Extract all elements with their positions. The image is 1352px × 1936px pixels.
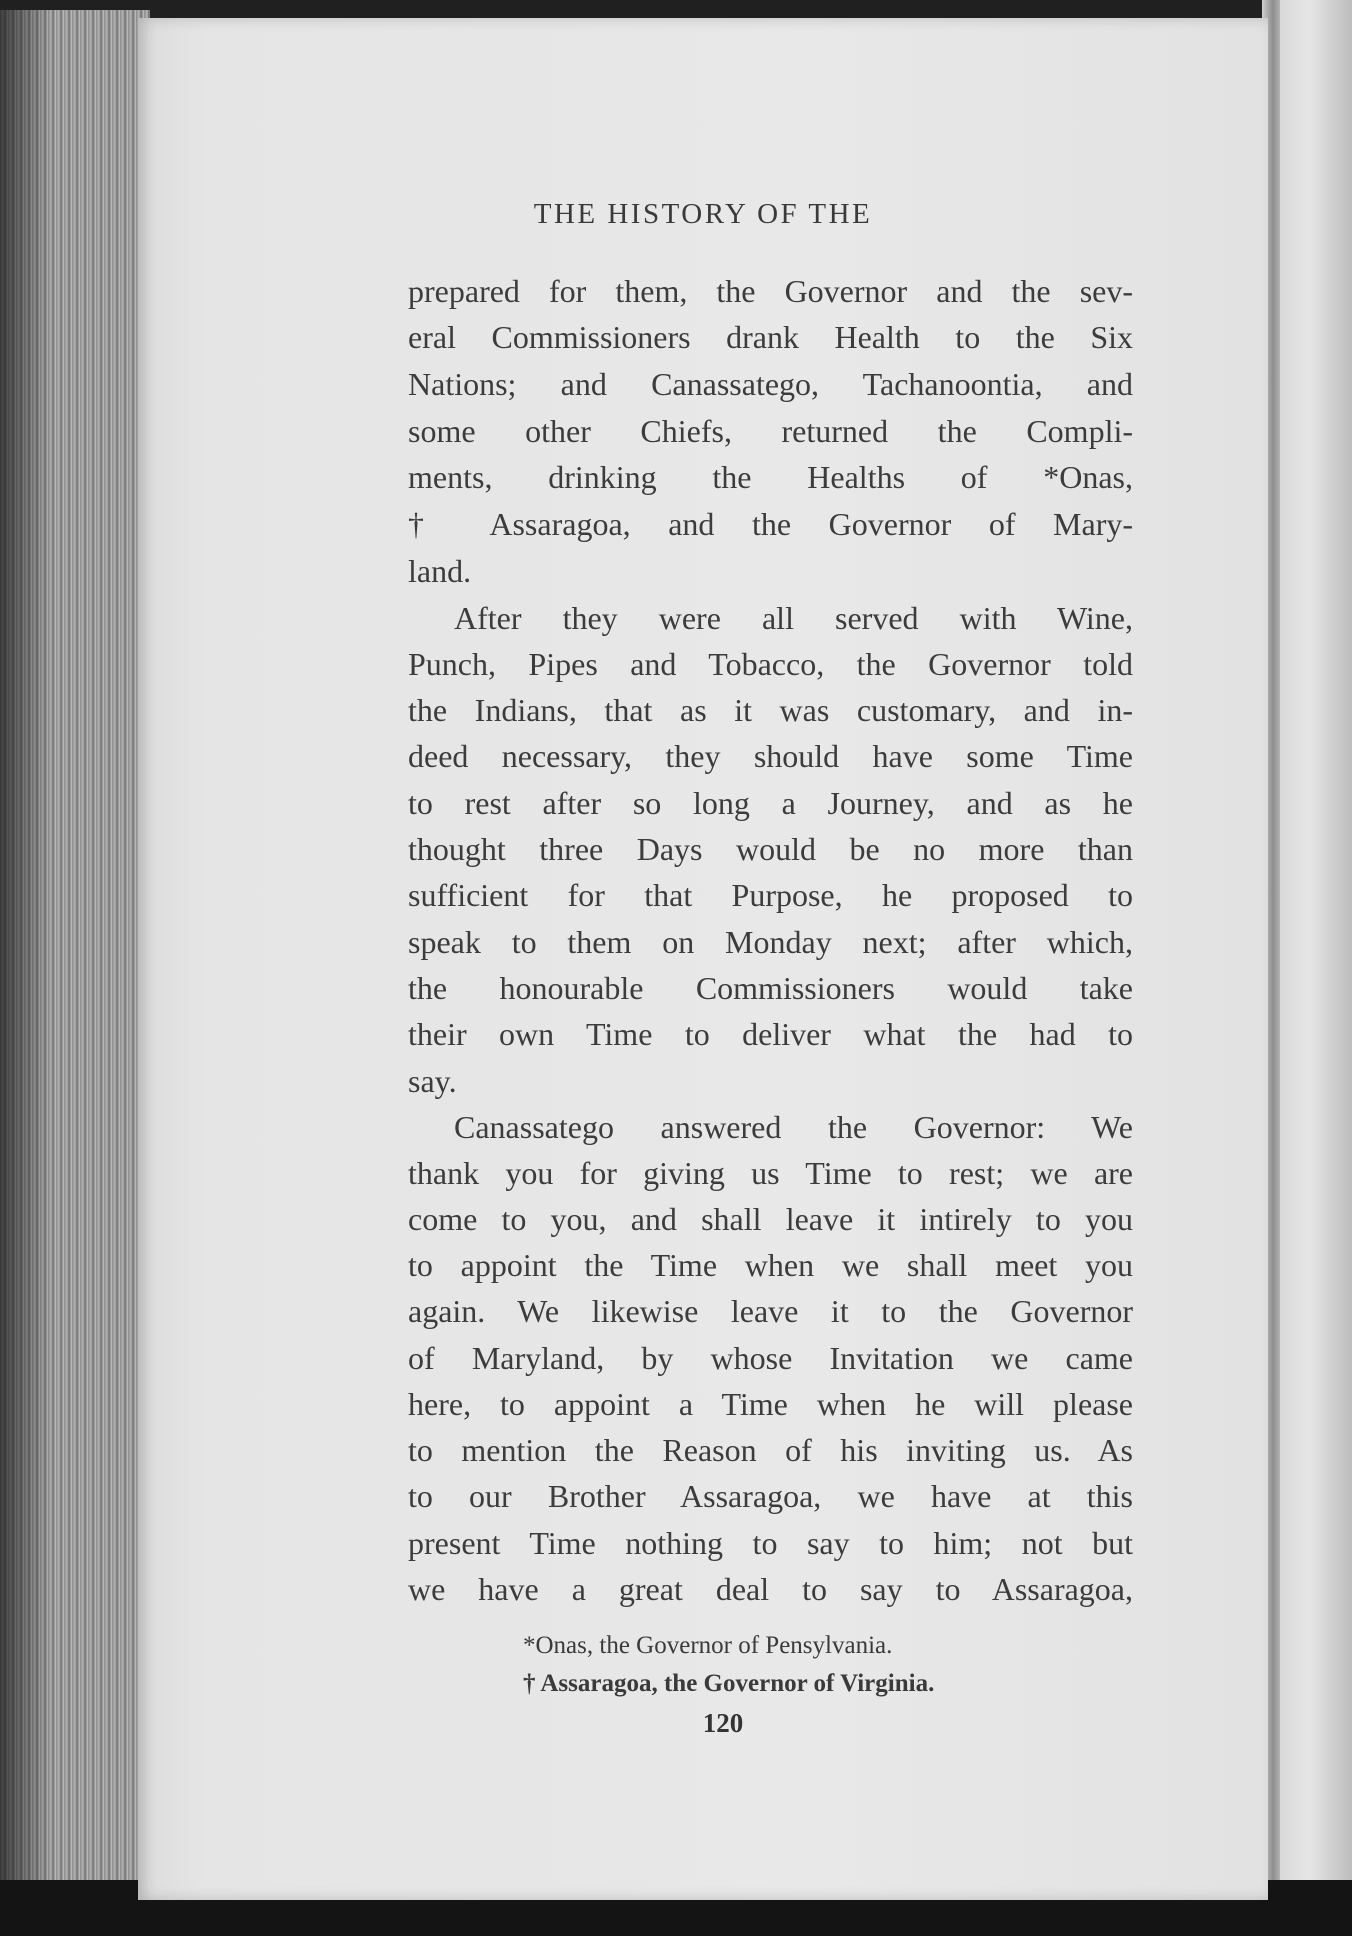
book-page [138, 18, 1268, 1900]
stacked-page-edges [0, 10, 150, 1910]
footnote-assaragoa: † Assaragoa, the Governor of Virginia. [523, 1670, 935, 1697]
text-line: Canassatego answered the Governor: We [454, 1109, 1133, 1145]
running-head: THE HISTORY OF THE [533, 198, 873, 230]
text-line: thought three Days would be no more than [408, 831, 1133, 867]
page-number: 120 [702, 1708, 744, 1738]
text-line: sufficient for that Purpose, he proposed to [408, 877, 1133, 913]
text-line: the honourable Commissioners would take [408, 970, 1133, 1006]
text-line: of Maryland, by whose Invitation we came [408, 1340, 1133, 1376]
text-line: ments, drinking the Healths of *Onas, [408, 459, 1133, 495]
text-line: land. [408, 553, 472, 589]
text-line: Punch, Pipes and Tobacco, the Governor told [408, 646, 1133, 682]
text-line: again. We likewise leave it to the Governor [408, 1293, 1133, 1329]
text-line: After they were all served with Wine, [454, 600, 1133, 636]
text-line: to rest after so long a Journey, and as he [408, 785, 1133, 821]
text-line: speak to them on Monday next; after which, [408, 924, 1133, 960]
text-line: we have a great deal to say to Assaragoa, [408, 1571, 1133, 1607]
text-line: thank you for giving us Time to rest; we are [408, 1155, 1133, 1191]
text-line: here, to appoint a Time when he will please [408, 1386, 1133, 1422]
text-line: some other Chiefs, returned the Compli- [408, 413, 1133, 449]
text-line: the Indians, that as it was customary, and in- [408, 692, 1133, 728]
text-line: prepared for them, the Governor and the sev- [408, 273, 1133, 309]
scan-background-top [0, 0, 1352, 20]
text-line: say. [408, 1063, 457, 1099]
text-line: to our Brother Assaragoa, we have at this [408, 1478, 1133, 1514]
text-line: to mention the Reason of his inviting us. As [408, 1432, 1133, 1468]
text-line: present Time nothing to say to him; not but [408, 1525, 1133, 1561]
footnote-onas: *Onas, the Governor of Pensylvania. [523, 1632, 893, 1659]
text-line: Nations; and Canassatego, Tachanoontia, and [408, 366, 1133, 402]
facing-page-edge [1280, 0, 1352, 1936]
text-line: † Assaragoa, and the Governor of Mary- [408, 506, 1133, 542]
text-line: their own Time to deliver what the had to [408, 1016, 1133, 1052]
text-line: eral Commissioners drank Health to the Six [408, 319, 1133, 355]
text-line: deed necessary, they should have some Time [408, 738, 1133, 774]
text-line: to appoint the Time when we shall meet you [408, 1247, 1133, 1283]
text-line: come to you, and shall leave it intirely to you [408, 1201, 1133, 1237]
